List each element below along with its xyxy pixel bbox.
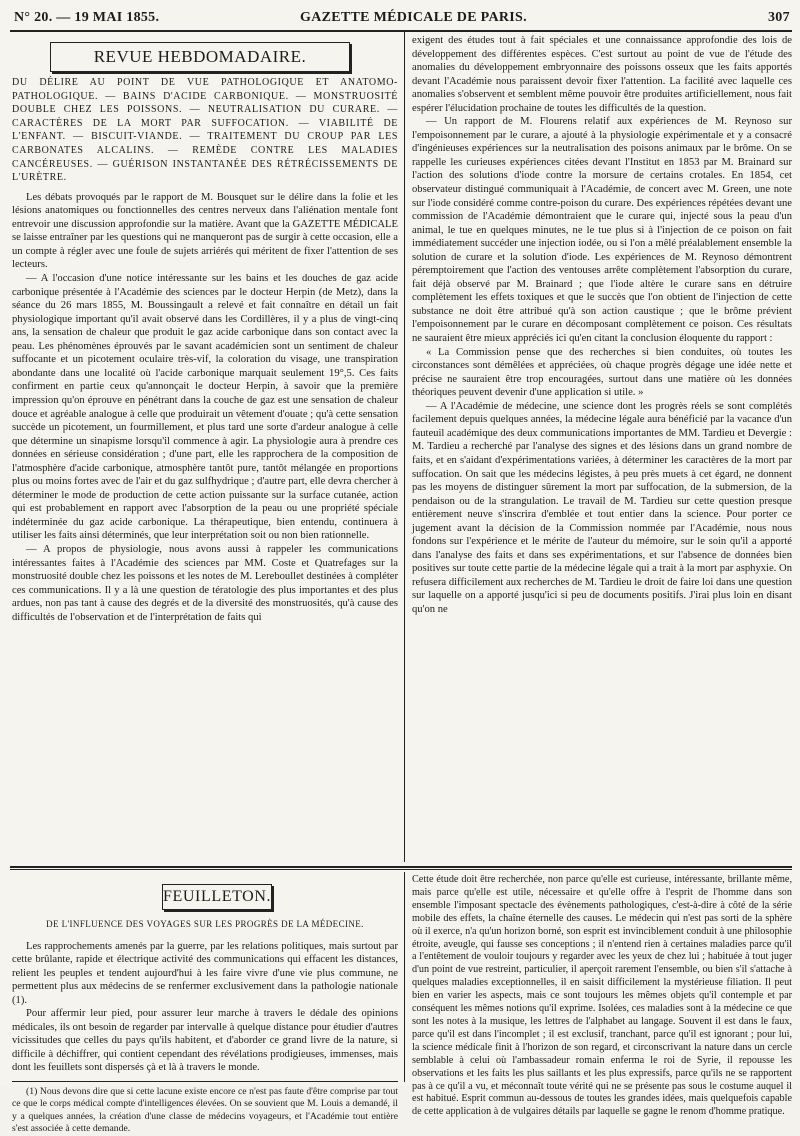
revue-paragraph: — Un rapport de M. Flourens relatif aux expériences de M. Reynoso sur l'empoisonnement par le curare, a ajouté à la physiologie expérimentale et y a consacré d'ingénieuses expériences sur la neutralisation des poisons animaux par le brôme. On se rappelle les curieuses expériences citées devant l'Institut en 1853 par M. Brainard sur l'action des solutions d'iode contre la morsure de certains crotales. En 1854, cet observateur distingué communiquait à l'Académie, de concert avec M. Green, une note sur l'iode considéré comme contre-poison du curare. Des expériences répétées devant une commission de l'Académie démontraient que le curare qui, injecté sous la peau d'un animal, le tue en quelques minutes, ne le tue plus si à l'injection de ce poison on fait immédiatement succéder une injection iodée, ou si l'on a mêlé préalablement ensemble la solution de curare et la solution d'iode. Les expériences de M. Reynoso démontrent péremptoirement que l'action des ventouses arrête complètement l'absorption du curare, fait déjà observé par M. Brainard ; que l'iode altère le curare sans en détruire complètement les effets toxiques et que le succès que l'on obtient de l'injection de cette substance ne doit être attribué qu'à son action caustique ; que le brôme prévient l'empoisonnement par le curare en décomposant complètement ce poison. Ces résultats ne sauraient être mieux appréciés ici qu'en citant la conclusion éloquente du rapport : [412,116,792,345]
column-divider-bottom [404,872,405,1082]
revue-summary: DU DÉLIRE AU POINT DE VUE PATHOLOGIQUE ET ANATOMO-PATHOLOGIQUE. — BAINS D'ACIDE CARBONIQUE. — MONSTRUOSITÉ DOUBLE CHEZ LES POISSONS. — NEUTRALISATION DU CURARE. — CARACTÈRES DE LA MORT PAR SUFFOCATION. — VIABILITÉ DE L'ENFANT. — BISCUIT-VIANDE. — TRAITEMENT DU CROUP PAR LES CARBONATES ALCALINS. — REMÈDE CONTRE LES MALADIES CANCÉREUSES. — GUÉRISON INSTANTANÉE DES RÉTRÉCISSEMENTS DE L'URÈTRE. [12,77,398,184]
footnote: (1) Nous devons dire que si cette lacune existe encore ce n'est pas faute d'être comprise par tout ce que le corps médical compte d'intelligences élevées. On se souvient que M. Louis a demandé, il y a quelques années, la création d'une classe de médecins voyageurs, et l'Académie tout entière s'est associée à cette demande. [12,1086,398,1135]
revue-paragraph: — A propos de physiologie, nous avons aussi à rappeler les communications intéressantes faites à l'Académie des sciences par MM. Coste et Quatrefages sur la monstruosité double chez les poissons et les notes de M. Lereboullet destinées à compléter ces communications. Il y a là une question de tératologie des plus importantes et des plus ardues, non pas tant à cause des degrés et de la diversité des monstruosités, qu'à cause des difficultés de l'observation et de l'interprétation de faits qui [12,543,398,623]
footnote-rule [12,1081,398,1082]
revue-paragraph: exigent des études tout à fait spéciales et une connaissance approfondie des lois de développement des différentes espèces. C'est surtout au point de vue de l'étude des anomalies du développement embryonnaire des poissons osseux que les faits apportés devant l'Académie nous paraissent devoir fixer l'attention. La facilité avec laquelle ces anomalies s'observent et semblent même pouvoir être produites artificiellement, nous fait espérer l'élucidation prochaine de toutes les difficultés de la question. [412,35,792,114]
feuilleton-right-column [412,874,792,1118]
revue-paragraph: Les débats provoqués par le rapport de M. Bousquet sur le délire dans la folie et les lésions anatomiques ou fonctionnelles des centres nerveux dans l'aliénation mentale font entrevoir une discussion approfondie sur la matière. Avant que la GAZETTE MÉDICALE se laisse entraîner par les questions qui ne manqueront pas de surgir à cette occasion, elle a un compte à régler avec une foule de sujets arriérés qui méritent de fixer l'attention de ses lecteurs. [12,191,398,271]
column-divider-top [404,32,405,862]
feuilleton-subtitle: DE L'INFLUENCE DES VOYAGES SUR LES PROGRÈS DE LA MÉDECINE. [46,919,364,929]
revue-left-column [12,34,398,862]
feuilleton-rule [10,866,792,868]
header-rule [10,30,792,32]
feuilleton-paragraph: Cette étude doit être recherchée, non parce qu'elle est curieuse, intéressante, brillante même, mais parce qu'elle est utile, nécessaire et qu'elle offre à l'esprit de l'homme dans son ensemble l'imposant spectacle des évènements pathologiques, c'est-à-dire à côté de la série mobile des effets, la chaîne éternelle des causes. Le médecin qui n'est pas sorti de la sphère où il exerce, n'a qu'un horizon borné, son esprit est invinciblement conduit à une philosophie étroite, aveugle, qui fausse ses conceptions ; il n'entend rien à certaines maladies parce qu'il a l'entêtement de vouloir toujours y regarder avec les yeux de chez lui ; habituée à tout juger d'un point de vue restreint, particulier, il aperçoit rarement l'ensemble, ou bien s'il s'attache à quelques maladies exceptionnelles, il en saisit difficilement la mystérieuse filiation. Il peut bien en varier les aspects, mais ce sont toujours les mêmes objets qu'il contemple et par conséquent les mêmes notions qu'il exprime. Isolées, ces maladies sont à la médecine ce que sont les notes à la musique, les lettres de l'alphabet au langage. Souvent il est dans le faux, parce qu'il est dans l'incomplet ; il est exclusif, tranchant, parce qu'il est ignorant ; pour lui, la science médicale finit à l'horizon de son regard, et circonscrivant la nature dans un cercle semblable à celui où l'ambassadeur romain enferma le roi de Syrie, il repousse les observations et les faits les plus saillants et les plus expressifs, parce qu'ils ne se rapportent pas à ce qu'il a vu, et méconnaît toute vérité qui ne se présente pas sous le costume auquel il est habitué. Esprit commun au-dessous de toutes les grandes idées, mais quelquefois capable de cette application à de vulgaires détails par laquelle se gagne le renom d'homme pratique. [412,874,792,1118]
feuilleton-paragraph: Les rapprochements amenés par la guerre, par les relations politiques, mais surtout par cette brûlante, rapide et électrique activité des communications qui effacent les distances, relient les peuples et tendent aujourd'hui à les faire vivre d'une vie plus commune, ne permettent plus aux médecins de se renfermer exclusivement dans la pathologie nationale (1). [12,940,398,1006]
feuilleton-title: FEUILLETON. [162,884,272,910]
issue-date: N° 20. — 19 MAI 1855. [14,10,160,25]
revue-title: REVUE HEBDOMADAIRE. [50,42,350,72]
feuilleton-left-column [12,870,398,1135]
revue-paragraph: — A l'occasion d'une notice intéressante sur les bains et les douches de gaz acide carbonique présentée à l'Académie des sciences par le docteur Herpin (de Metz), dans la séance du 26 mars 1855, M. Boussingault a relevé et fait connaître en détail un fait physiologique important qu'il avait observé dans les Cordillères, il y a plus de vingt-cinq ans, la sensation de chaleur que produit le gaz acide carbonique dans son contact avec la peau. Les phénomènes éprouvés par le savant académicien sont un sentiment de chaleur suffocante et un picotement oculaire très-vif, la coloration du visage, une transpiration abondante dans une localité où l'acide carbonique marquait seulement 19°,5. Ces faits confirment en partie ceux qu'annonçait le docteur Herpin, à savoir que la première impression qu'on éprouve en pénétrant dans la couche de gaz est une sensation de chaleur douce et agréable analogue à celle que produirait un vêtement d'ouate ; qu'à cette sensation succède un picotement, un fourmillement, et plus tard une sorte d'ardeur analogue à celle que détermine un sinapisme lorsqu'il commence à agir. La physiologie aura à prendre ces données en sérieuse considération ; d'une part, elle les rapprochera de la composition de l'atmosphère d'acide carbonique, atmosphère tantôt pure, tantôt mélangée en proportions plus ou moins fortes avec de l'air et du gaz sulfhydrique ; d'autre part, elle devra chercher à déterminer le mode de production de cette action puissante sur la surface cutanée, action qui est probablement en rapport avec l'absorption de la peau ou une propriété spéciale indéterminée du gaz acide carbonique. La thérapeutique, bien entendu, continuera à utiliser les faits ainsi déterminés, que leur interprétation soit ou non bien rationnelle. [12,273,398,542]
page-header [0,0,800,26]
page-number: 307 [768,10,790,25]
journal-title: GAZETTE MÉDICALE DE PARIS. [300,10,527,25]
revue-right-column [412,34,792,862]
feuilleton-paragraph: Pour affermir leur pied, pour assurer leur marche à travers le dédale des opinions médicales, ils ont besoin de regarder par intervalle à quelque distance pour étudier d'autres vicissitudes que celles du pays qu'ils habitent, et d'aborder ce grand livre de la nature, si difficile à déchiffrer, qui contient cependant des révélations prodigieuses, immenses, mais dont les feuillets sont dispersés çà et là à travers le monde. [12,1008,398,1074]
revue-quote: « La Commission pense que des recherches si bien conduites, où toutes les circonstances sont démêlées et appréciées, où chaque progrès dégage une idée nette et précise ne sauraient être trop encouragées, surtout dans une matière où les données théoriques peuvent devenir d'une application si utile. » [412,346,792,399]
revue-paragraph: — A l'Académie de médecine, une science dont les progrès réels se sont complétés facilement depuis quelques années, la médecine légale aura bénéficié par la vacance d'un fauteuil académique des deux communications importantes de MM. Tardieu et Devergie : M. Tardieu a recherché par l'analyse des signes et des lésions dans un grand nombre de faits, et en s'aidant d'expérimentations variées, à déterminer les caractères de la mort par suffocation. On sait que les médecins légistes, à peu près muets à cet égard, ne donnent pas les moyens de distinguer sûrement la mort par suffocation, de la submersion, de la pendaison ou de la strangulation. Le travail de M. Tardieu sur cette question presque entièrement neuve s'inscrira d'emblée et tout entier dans la science. Pour porter ce jugement avant la décision de la Commission nommée par l'Académie, nous nous fondons sur l'expérience et le mérite de l'auteur du mémoire, sur le soin qu'il a apporté dans l'analyse des faits et dans ses expérimentations, et sur l'absence de données bien positives sur toute cette partie de la médecine légale qui a trait à la mort par asphyxie. On refusera difficilement aux recherches de M. Tardieu le droit de faire loi dans une question sur laquelle on a apporté jusqu'ici si peu de documents positifs. J'irai plus loin en disant qu'on ne [412,400,792,615]
